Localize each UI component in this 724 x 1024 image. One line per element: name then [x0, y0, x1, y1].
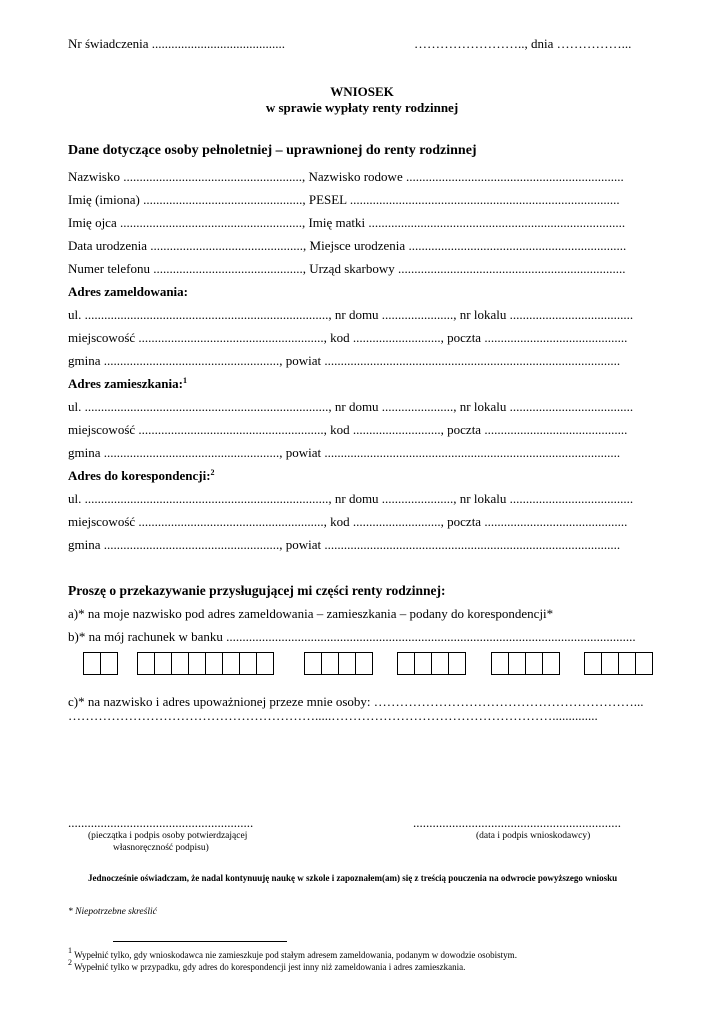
confirmation-caption: (pieczątka i podpis osoby potwierdzającej: [88, 831, 248, 841]
applicant-caption: (data i podpis wnioskodawcy): [476, 831, 591, 841]
footnote-2: $^2$ Wypełnić tylko w przypadku, gdy adres do korespondencji jest inny niż zameldowania i adres zamieszkania.: [68, 958, 466, 972]
account-digits-group-1[interactable]: [83, 652, 118, 675]
payment-option-c[interactable]: c)* na nazwisko i adres upoważnionej przeze mnie osoby: ……………………………………………………...: [68, 694, 644, 709]
firstname-pesel-row[interactable]: Imię (imiona) ................................................., PESEL ...................................................................................: [68, 192, 620, 207]
confirmation-caption-2: własnoręczność podpisu): [113, 843, 209, 853]
account-digits-group-3[interactable]: [304, 652, 373, 675]
authorized-person-field[interactable]: ………………………………………………….....……………………………………………..............: [68, 708, 598, 723]
section-heading-personal-data: Dane dotyczące osoby pełnoletniej – uprawnionej do renty rodzinnej: [68, 143, 477, 158]
document-subtitle: w sprawie wypłaty renty rodzinnej: [265, 100, 459, 115]
place-date-field[interactable]: …………………….., dnia ……………...: [414, 36, 632, 51]
birth-data-row[interactable]: Data urodzenia ..............................................., Miejsce urodzenia ...................................................................: [68, 238, 627, 253]
applicant-signature-line[interactable]: ................................................................: [413, 815, 621, 830]
registered-street-row[interactable]: ul. ..........................................................................., nr domu ......................, nr lokalu ......................................: [68, 307, 634, 322]
benefit-number-field[interactable]: Nr świadczenia .........................................: [68, 36, 285, 51]
document-title: WNIOSEK: [330, 84, 394, 99]
registered-city-row[interactable]: miejscowość ........................................................., kod ..........................., poczta ............................................: [68, 330, 628, 345]
payment-option-b[interactable]: b)* na mój rachunek w banku ..............................................................................................................................: [68, 629, 636, 644]
footnote-1: $^1$ Wypełnić tylko, gdy wnioskodawca nie zamieszkuje pod stałym adresem zameldowania, podanym w dowodzie osobistym.: [68, 946, 517, 960]
footnote-divider: [113, 941, 287, 942]
parents-names-row[interactable]: Imię ojca ........................................................, Imię matki ...............................................................................: [68, 215, 626, 230]
residence-city-row[interactable]: miejscowość ........................................................., kod ..........................., poczta ............................................: [68, 422, 628, 437]
residence-street-row[interactable]: ul. ..........................................................................., nr domu ......................, nr lokalu ......................................: [68, 399, 634, 414]
correspondence-street-row[interactable]: ul. ..........................................................................., nr domu ......................, nr lokalu ......................................: [68, 491, 634, 506]
declaration-text: Jednocześnie oświadczam, że nadal kontynuuję naukę w szkole i zapoznałem(am) się z treścią pouczenia na odwrocie powyższego wniosku: [88, 873, 618, 883]
strike-note: * Niepotrzebne skreślić: [68, 907, 157, 917]
correspondence-commune-row[interactable]: gmina ......................................................, powiat ...........................................................................................: [68, 537, 621, 552]
registered-address-heading: Adres zameldowania:: [68, 284, 189, 299]
footnote-ref: 2: [210, 468, 215, 477]
correspondence-address-heading: Adres do korespondencji:$^2$: [68, 468, 215, 483]
residence-commune-row[interactable]: gmina ......................................................, powiat ...........................................................................................: [68, 445, 621, 460]
account-digits-group-6[interactable]: [584, 652, 653, 675]
account-digits-group-2[interactable]: [137, 652, 274, 675]
account-digits-group-5[interactable]: [491, 652, 560, 675]
registered-commune-row[interactable]: gmina ......................................................, powiat ...........................................................................................: [68, 353, 621, 368]
correspondence-city-row[interactable]: miejscowość ........................................................., kod ..........................., poczta ............................................: [68, 514, 628, 529]
confirmation-signature-line[interactable]: .........................................................: [68, 815, 254, 830]
payment-method-heading: Proszę o przekazywanie przysługującej mi części renty rodzinnej:: [68, 583, 446, 598]
footnote-ref: 1: [182, 376, 187, 385]
residence-address-heading: Adres zamieszkania:$^1$: [68, 376, 187, 391]
account-digits-group-4[interactable]: [397, 652, 466, 675]
payment-option-a[interactable]: a)* na moje nazwisko pod adres zameldowania – zamieszkania – podany do korespondencji*: [68, 606, 554, 621]
phone-taxoffice-row[interactable]: Numer telefonu .............................................., Urząd skarbowy ......................................................................: [68, 261, 626, 276]
surname-field-row[interactable]: Nazwisko ......................................................., Nazwisko rodowe ...................................................................: [68, 169, 624, 184]
